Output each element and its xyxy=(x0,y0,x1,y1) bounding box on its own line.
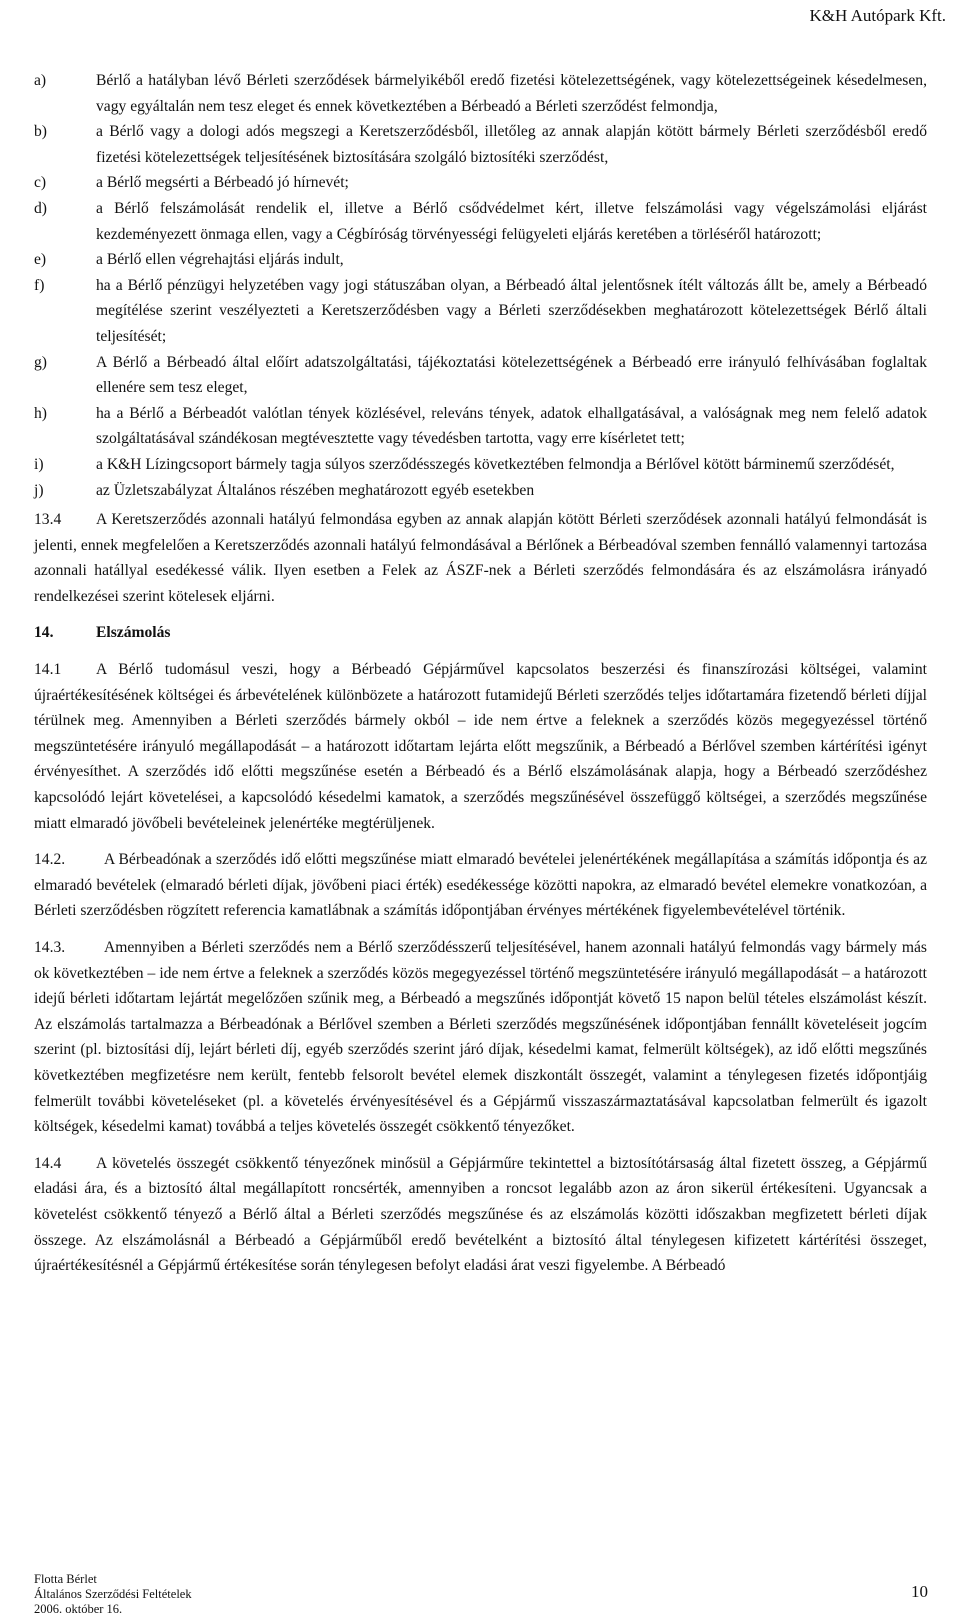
paragraph-13-4 xyxy=(34,507,927,609)
paragraph-number: 14.1 xyxy=(34,661,62,679)
list-item xyxy=(34,247,927,273)
paragraph-14-2 xyxy=(34,847,927,924)
list-item xyxy=(34,478,927,504)
list-text: ha a Bérlő a Bérbeadót valótlan tények közlésével, releváns tények, adatok elhallgatásával, a valóságnak meg nem felelő adatok szolgáltatásával szándékosan megtévesztette vagy tévedésben tartotta, vagy erre kísérletet tett; xyxy=(96,404,927,448)
list-label: f) xyxy=(34,276,45,294)
section-heading xyxy=(34,620,927,646)
list-text: a Bérlő felszámolását rendelik el, illetve a Bérlő csődvédelmet kért, illetve felszámolási vagy végelszámolási eljárást kezdeményezett önmaga ellen, vagy a Cégbíróság törvényességi felügyeleti eljárás keretében a törléséről határozott; xyxy=(96,199,927,243)
list-item xyxy=(34,68,927,119)
paragraph-number: 14.3. xyxy=(34,939,66,956)
termination-list xyxy=(34,68,927,503)
list-text: a K&H Lízingcsoport bármely tagja súlyos szerződésszegés következtében felmondja a Bérlővel kötött bárminemű szerződését, xyxy=(96,455,895,473)
list-item xyxy=(34,196,927,247)
paragraph-14-3 xyxy=(34,935,927,1140)
list-text: ha a Bérlő pénzügyi helyzetében vagy jogi státuszában olyan, a Bérbeadó által jelentősnek ítélt változás állt be, amely a Bérbeadó megítélése szerint veszélyezteti a Keretszerződésben vagy a Bérleti szerződésekben meghatározott kötelezettségek Bérlő általi teljesítését; xyxy=(96,276,927,345)
paragraph-text: A Keretszerződés azonnali hatályú felmondása egyben az annak alapján kötött Bérleti szerződések azonnali hatályú felmondását is jelenti, ennek megfelelően a Keretszerződés azonnali hatályú felmondásával a Bérlőnek a Bérbeadóval szemben fennálló valamennyi tartozása azonnali hatállyal esedékessé válik. Ilyen esetben a Felek az ÁSZF-nek a Bérleti szerződés felmondására és az elszámolásra irányadó rendelkezései szerint kötelesek eljárni. xyxy=(34,511,927,605)
list-item xyxy=(34,452,927,478)
paragraph-number: 14.4 xyxy=(34,1154,62,1172)
list-label: g) xyxy=(34,353,47,371)
page-number: 10 xyxy=(911,1582,928,1601)
list-item xyxy=(34,350,927,401)
paragraph-text: A Bérbeadónak a szerződés idő előtti megszűnése miatt elmaradó bevételei jelenértékének megállapítása a számítás időpontja és az elmaradó bevételek (elmaradó bérleti díjak, jövőbeni piaci érték) esedékessége közötti napokra, az elmaradó bevétel elemekre vonatkozóan, a Bérleti szerződésben rögzített referencia kamatlábnak a számítás időpontjában érvényes mértékének figyelembevételével történik. xyxy=(34,851,927,920)
section-number: 14. xyxy=(34,624,54,642)
paragraph-number: 14.2. xyxy=(34,851,66,869)
list-text: a Bérlő megsérti a Bérbeadó jó hírnevét; xyxy=(96,174,349,192)
header-company: K&H Autópark Kft. xyxy=(809,6,946,25)
list-item xyxy=(34,273,927,350)
paragraph-text: A Bérlő tudomásul veszi, hogy a Bérbeadó Gépjárművel kapcsolatos beszerzési és finanszírozási költségei, valamint újraértékesítésének költségei és árbevételének különbözete a határozott futamidejű Bérleti szerződés teljes időtartamára fizetendő bérleti díjjal térülnek meg. Amennyiben a Bérleti szerződés bármely okból – ide nem értve a feleknek a szerződés közös megegyezéssel történő megszüntetésére irányuló megállapodását – a határozott időtartam lejárta előtt megszűnik, a Bérbeadó a Bérlővel szemben kártérítési igényt érvényesíthet. A szerződés idő előtti megszűnése esetén a Bérbeadó és a Bérlő elszámolásának alapja, hogy a Bérbeadó szerződéshez kapcsolódó lejárt követelései, a kapcsolódó késedelmi kamatok, a szerződés megszűnésével összefüggő költségei, a szerződés megszűnése miatt elmaradó jövőbeli bevételeinek jelenértéke megtérüljenek. xyxy=(34,661,927,832)
list-text: a Bérlő vagy a dologi adós megszegi a Keretszerződésből, illetőleg az annak alapján kötött bármely Bérleti szerződésből eredő fizetési kötelezettségek teljesítésének biztosítására szolgáló biztosítéki szerződést, xyxy=(96,123,927,166)
list-label: j) xyxy=(34,481,44,499)
list-label: h) xyxy=(34,404,47,422)
footer-date: 2006. október 16. xyxy=(34,1602,123,1616)
list-item xyxy=(34,170,927,196)
footer-line: Általános Szerződési Feltételek xyxy=(34,1587,192,1601)
list-label: c) xyxy=(34,174,47,192)
list-label: b) xyxy=(34,123,47,141)
document-body xyxy=(34,68,927,1290)
list-label: i) xyxy=(34,455,44,473)
list-text: A Bérlő a Bérbeadó által előírt adatszolgáltatási, tájékoztatási kötelezettségének a Bérbeadó erre irányuló felhívásában foglaltak ellenére sem tesz eleget, xyxy=(96,353,927,397)
list-text: a Bérlő ellen végrehajtási eljárás indult, xyxy=(96,251,344,269)
list-item xyxy=(34,401,927,452)
paragraph-number: 13.4 xyxy=(34,511,62,529)
list-text: az Üzletszabályzat Általános részében meghatározott egyéb esetekben xyxy=(96,481,535,499)
paragraph-text: Amennyiben a Bérleti szerződés nem a Bérlő szerződésszerű teljesítésével, hanem azonnali hatályú felmondás vagy bármely más ok következtében – ide nem értve a feleknek a szerződés közös megegyezéssel történő megszüntetésére irányuló megállapodását – a határozott idejű bérleti időtartam lejártát megelőzően szűnik meg, a Bérbeadó a megszűnés időpontját követő 15 napon belül tételes elszámolást készít. Az elszámolás tartalmazza a Bérbeadónak a Bérlővel szemben a Bérleti szerződés megszűnésének időpontjában fennállt követeléseit jogcím szerint (pl. biztosítási díj, lejárt bérleti díj, egyéb szerződés szerint járó díjak, késedelmi kamat, felmerült költségek), az idő előtti megszűnés következtében megfizetésre nem került, fentebb felsorolt bevétel elemek diszkontált összegét, valamint a ténylegesen fizetés időpontjáig felmerült további követeléseket (pl. a követelés érvényesítésével és a Gépjármű visszaszármaztatásával kapcsolatban felmerült és igazolt költségek, késedelmi kamat) továbbá a teljes követelés összegét csökkentő tényezőket. xyxy=(34,939,927,1136)
list-label: d) xyxy=(34,199,47,217)
list-text: Bérlő a hatályban lévő Bérleti szerződések bármelyikéből eredő fizetési kötelezettségének, vagy kötelezettségeinek késedelmesen, vagy egyáltalán nem tesz eleget és ennek következtében a Bérbeadó a Bérleti szerződést felmondja, xyxy=(96,72,927,115)
list-label: e) xyxy=(34,251,47,269)
paragraph-14-4 xyxy=(34,1151,927,1279)
footer-document-info xyxy=(34,1572,192,1617)
paragraph-text: A követelés összegét csökkentő tényezőnek minősül a Gépjárműre tekintettel a biztosítótársaság által fizetett összeg, a Gépjármű eladási ára, és a biztosító által megállapított roncsérték, amennyiben a roncsot legalább azon az áron sikerül értékesíteni. Ugyancsak a követelést csökkentő tényező a Bérlő által a Bérleti szerződés megszűnése és az elszámolás közötti időszakban megfizetett bérleti díjak összege. Az elszámolásnál a Bérbeadó a Gépjárműből eredő bevételként a biztosító által ténylegesen kifizetett kártérítési összeget, újraértékesítésnél a Gépjármű értékesítése során ténylegesen befolyt eladási árat veszi figyelembe. A Bérbeadó xyxy=(34,1154,927,1275)
section-title: Elszámolás xyxy=(96,624,171,642)
list-label: a) xyxy=(34,72,47,89)
list-item xyxy=(34,119,927,170)
footer-line: Flotta Bérlet xyxy=(34,1572,97,1586)
paragraph-14-1 xyxy=(34,657,927,836)
